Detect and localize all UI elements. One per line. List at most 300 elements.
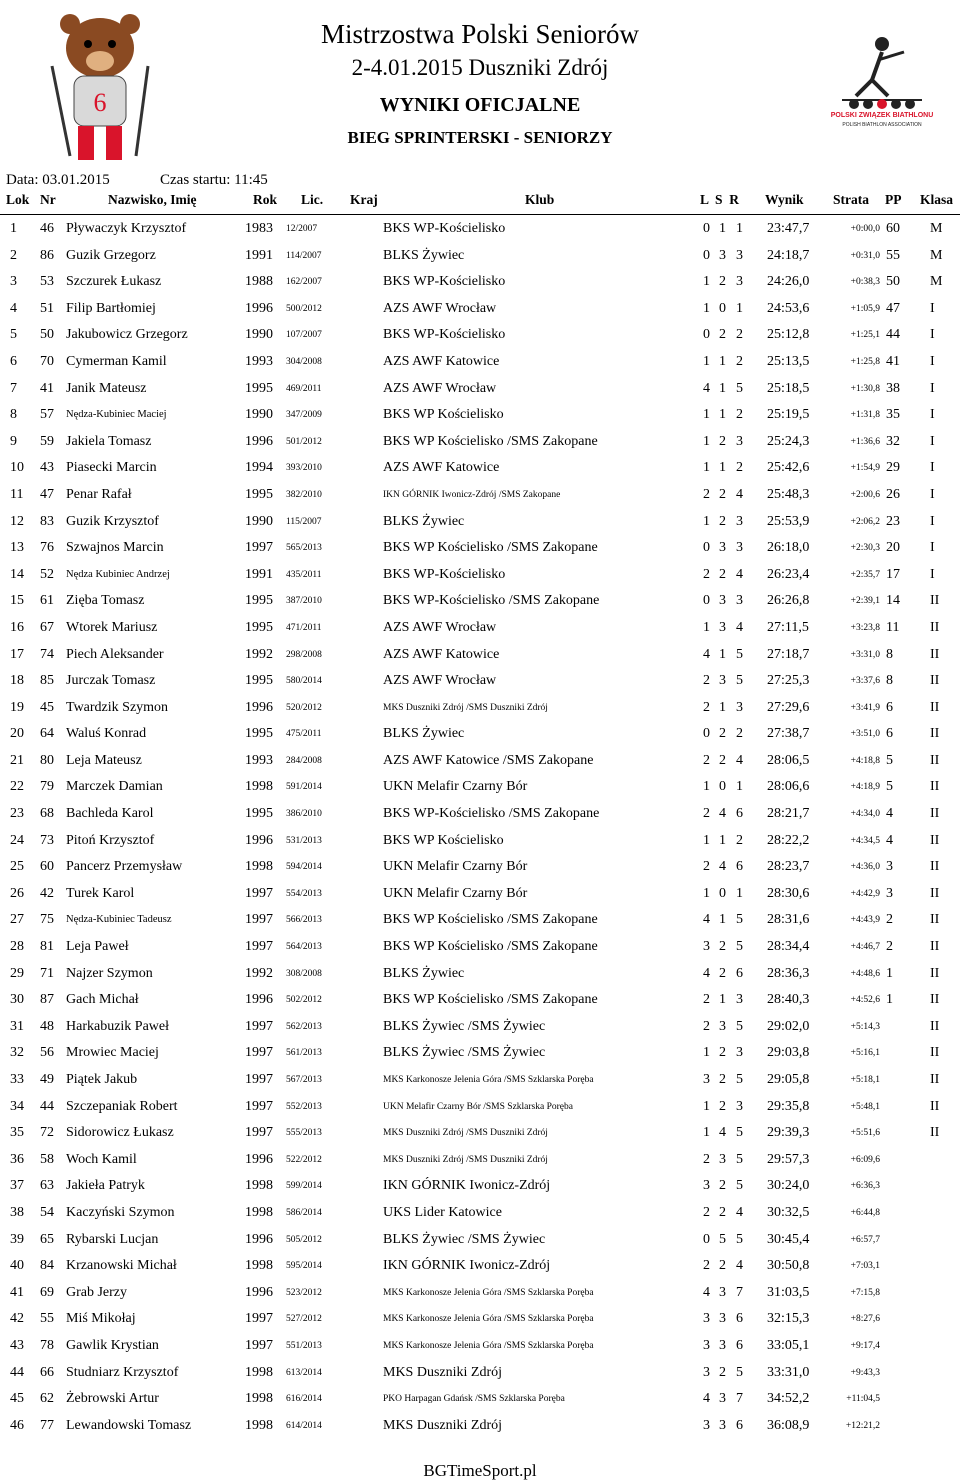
- table-row: [0, 349, 960, 376]
- license: 347/2009: [286, 410, 322, 421]
- class: II: [930, 1018, 940, 1034]
- footer-credit: BGTimeSport.pl: [423, 1461, 537, 1480]
- bib: 47: [40, 486, 54, 502]
- result-time: 24:26,0: [767, 274, 810, 290]
- class: II: [930, 1098, 940, 1114]
- result-time: 25:48,3: [767, 486, 810, 502]
- table-row: [0, 1360, 960, 1387]
- table-row: [0, 1386, 960, 1413]
- shoot-s: 0: [719, 300, 726, 316]
- bib: 78: [40, 1337, 54, 1353]
- shoot-s: 3: [719, 1417, 726, 1433]
- result-time: 29:03,8: [767, 1045, 810, 1061]
- result-time: 29:39,3: [767, 1125, 810, 1141]
- license: 520/2012: [286, 702, 322, 713]
- bib: 48: [40, 1018, 54, 1034]
- birth-year: 1998: [245, 1178, 273, 1194]
- time-behind: +5:14,3: [850, 1021, 880, 1032]
- bib: 86: [40, 247, 54, 263]
- time-behind: +2:39,1: [850, 596, 880, 607]
- club: BKS WP Kościelisko /SMS Zakopane: [383, 939, 598, 955]
- club: IKN GÓRNIK Iwonicz-Zdrój: [383, 1258, 551, 1274]
- club: MKS Duszniki Zdrój /SMS Duszniki Zdrój: [383, 1128, 548, 1139]
- result-time: 23:47,7: [767, 221, 810, 236]
- shoot-r: 1: [736, 779, 743, 795]
- license: 614/2014: [286, 1420, 322, 1431]
- bib: 65: [40, 1231, 54, 1247]
- bib: 60: [40, 859, 54, 875]
- svg-text:6: 6: [93, 88, 107, 117]
- result-time: 30:32,5: [767, 1204, 810, 1220]
- time-behind: +9:43,3: [850, 1367, 880, 1378]
- license: 595/2014: [286, 1261, 322, 1272]
- table-row: [0, 774, 960, 801]
- bib: 44: [40, 1098, 54, 1114]
- table-row: [0, 402, 960, 429]
- bib: 49: [40, 1072, 54, 1087]
- club: BKS WP Kościelisko /SMS Zakopane: [383, 540, 598, 556]
- points: 6: [886, 699, 893, 715]
- time-behind: +11:04,5: [846, 1394, 880, 1405]
- birth-year: 1995: [245, 380, 273, 396]
- birth-year: 1994: [245, 460, 273, 476]
- club: AZS AWF Wrocław: [383, 619, 497, 635]
- club: BKS WP Kościelisko /SMS Zakopane: [383, 912, 598, 928]
- result-time: 26:18,0: [767, 540, 810, 556]
- license: 561/2013: [286, 1048, 322, 1059]
- license: 387/2010: [286, 596, 322, 607]
- shoot-r: 4: [736, 1204, 743, 1220]
- shoot-r: 1: [736, 885, 743, 901]
- table-row: [0, 987, 960, 1014]
- class: II: [930, 965, 940, 981]
- athlete-name: Leja Mateusz: [66, 752, 142, 768]
- class: II: [930, 1072, 940, 1087]
- license: 616/2014: [286, 1394, 322, 1405]
- shoot-r: 4: [736, 566, 743, 582]
- birth-year: 1991: [245, 247, 273, 263]
- class: I: [930, 566, 935, 582]
- club: BKS WP-Kościelisko /SMS Zakopane: [383, 593, 600, 609]
- points: 2: [886, 939, 893, 955]
- license: 298/2008: [286, 649, 322, 660]
- time-behind: +3:23,8: [850, 622, 880, 633]
- place: 33: [10, 1072, 24, 1087]
- points: 44: [886, 327, 900, 343]
- license: 613/2014: [286, 1367, 322, 1378]
- birth-year: 1997: [245, 1018, 273, 1034]
- result-time: 25:13,5: [767, 353, 810, 369]
- athlete-name: Penar Rafał: [66, 486, 132, 502]
- club: MKS Duszniki Zdrój /SMS Duszniki Zdrój: [383, 702, 548, 713]
- time-behind: +8:27,6: [850, 1314, 880, 1325]
- license: 304/2008: [286, 356, 322, 367]
- place: 26: [10, 885, 24, 901]
- birth-year: 1995: [245, 673, 273, 689]
- points: 1: [886, 992, 893, 1008]
- page-header: [0, 0, 960, 200]
- bib: 74: [40, 646, 54, 662]
- shoot-l: 1: [703, 353, 710, 369]
- result-time: 30:24,0: [767, 1178, 810, 1194]
- result-time: 33:05,1: [767, 1337, 810, 1353]
- place: 6: [10, 353, 17, 369]
- shoot-r: 6: [736, 1311, 743, 1327]
- shoot-s: 2: [719, 566, 726, 582]
- bib: 83: [40, 513, 54, 529]
- shoot-r: 1: [736, 300, 743, 316]
- shoot-r: 5: [736, 1151, 743, 1167]
- club: MKS Karkonosze Jelenia Góra /SMS Szklarska Poręba: [383, 1314, 594, 1325]
- shoot-s: 5: [719, 1231, 726, 1247]
- shoot-s: 2: [719, 513, 726, 529]
- license: 591/2014: [286, 782, 322, 793]
- time-behind: +5:18,1: [850, 1075, 880, 1085]
- club: IKN GÓRNIK Iwonicz-Zdrój /SMS Zakopane: [383, 489, 561, 500]
- shoot-l: 3: [703, 1364, 710, 1380]
- time-behind: +4:48,6: [850, 968, 880, 979]
- shoot-s: 3: [719, 1391, 726, 1407]
- table-row: [0, 1014, 960, 1041]
- class: I: [930, 407, 935, 423]
- points: 2: [886, 912, 893, 928]
- birth-year: 1992: [245, 965, 273, 981]
- col-klub: Klub: [525, 192, 555, 207]
- shoot-l: 4: [703, 965, 710, 981]
- club: BKS WP-Kościelisko: [383, 221, 506, 236]
- bib: 55: [40, 1311, 54, 1327]
- class: I: [930, 327, 935, 343]
- shoot-r: 2: [736, 460, 743, 476]
- shoot-l: 2: [703, 486, 710, 502]
- class: II: [930, 992, 940, 1008]
- place: 41: [10, 1284, 24, 1300]
- bib: 57: [40, 407, 54, 423]
- time-behind: +1:25,1: [850, 330, 880, 341]
- shoot-r: 3: [736, 992, 743, 1008]
- place: 43: [10, 1337, 24, 1353]
- points: 4: [886, 832, 893, 848]
- table-row: [0, 695, 960, 722]
- time-behind: +0:31,0: [850, 250, 880, 261]
- place: 31: [10, 1018, 24, 1034]
- athlete-name: Gach Michał: [66, 992, 139, 1008]
- shoot-r: 2: [736, 407, 743, 423]
- shoot-r: 3: [736, 540, 743, 556]
- table-row: [0, 1094, 960, 1121]
- result-time: 36:08,9: [767, 1417, 810, 1433]
- athlete-name: Turek Karol: [66, 885, 135, 901]
- time-behind: +3:37,6: [850, 676, 880, 687]
- shoot-l: 1: [703, 513, 710, 529]
- time-behind: +2:35,7: [850, 569, 880, 580]
- license: 475/2011: [286, 729, 322, 740]
- table-row: [0, 1253, 960, 1280]
- time-behind: +4:52,6: [850, 995, 880, 1006]
- table-row: [0, 216, 960, 243]
- table-row: [0, 588, 960, 615]
- athlete-name: Nędza-Kubiniec Maciej: [66, 409, 167, 421]
- athlete-name: Jakiela Tomasz: [66, 433, 152, 449]
- table-row: [0, 1227, 960, 1254]
- shoot-r: 7: [736, 1284, 743, 1300]
- shoot-r: 5: [736, 1364, 743, 1380]
- shoot-s: 1: [719, 460, 726, 476]
- club: MKS Duszniki Zdrój: [383, 1417, 502, 1433]
- place: 20: [10, 726, 24, 742]
- time-behind: +12:21,2: [845, 1420, 880, 1431]
- license: 502/2012: [286, 995, 322, 1006]
- athlete-name: Pływaczyk Krzysztof: [66, 221, 187, 236]
- result-time: 29:35,8: [767, 1098, 810, 1114]
- club: MKS Karkonosze Jelenia Góra /SMS Szklarska Poręba: [383, 1075, 594, 1085]
- result-time: 28:36,3: [767, 965, 810, 981]
- bib: 81: [40, 939, 54, 955]
- birth-year: 1998: [245, 779, 273, 795]
- points: 35: [886, 407, 900, 423]
- club: MKS Karkonosze Jelenia Góra /SMS Szklarska Poręba: [383, 1287, 594, 1298]
- points: 17: [886, 566, 900, 582]
- class: M: [930, 247, 943, 263]
- time-behind: +3:41,9: [850, 702, 880, 713]
- shoot-s: 3: [719, 673, 726, 689]
- shoot-r: 5: [736, 673, 743, 689]
- birth-year: 1996: [245, 1151, 273, 1167]
- club: PKO Harpagan Gdańsk /SMS Szklarska Poręba: [383, 1394, 565, 1405]
- result-time: 29:02,0: [767, 1018, 810, 1034]
- bib: 79: [40, 779, 54, 795]
- place: 23: [10, 806, 24, 822]
- class: I: [930, 353, 935, 369]
- license: 586/2014: [286, 1207, 322, 1218]
- class: I: [930, 540, 935, 556]
- column-headers: [0, 192, 960, 215]
- time-behind: +6:36,3: [850, 1181, 880, 1192]
- club: UKN Melafir Czarny Bór: [383, 779, 528, 795]
- bib: 71: [40, 965, 54, 981]
- club: UKN Melafir Czarny Bór /SMS Szklarska Poręba: [383, 1101, 573, 1112]
- shoot-r: 2: [736, 832, 743, 848]
- place: 12: [10, 513, 24, 529]
- result-time: 28:30,6: [767, 885, 810, 901]
- table-row: [0, 1306, 960, 1333]
- license: 115/2007: [286, 516, 322, 527]
- birth-year: 1996: [245, 300, 273, 316]
- shoot-r: 3: [736, 1098, 743, 1114]
- table-row: [0, 535, 960, 562]
- shoot-l: 2: [703, 992, 710, 1008]
- shoot-l: 4: [703, 1391, 710, 1407]
- col-pp: PP: [885, 192, 902, 207]
- class: II: [930, 752, 940, 768]
- license: 386/2010: [286, 809, 322, 820]
- table-row: [0, 721, 960, 748]
- place: 38: [10, 1204, 24, 1220]
- result-time: 26:26,8: [767, 593, 810, 609]
- shoot-l: 1: [703, 274, 710, 290]
- table-row: [0, 828, 960, 855]
- license: 599/2014: [286, 1181, 322, 1192]
- points: 6: [886, 726, 893, 742]
- time-behind: +2:00,6: [850, 489, 880, 500]
- license: 567/2013: [286, 1075, 322, 1085]
- club: BKS WP-Kościelisko: [383, 327, 506, 343]
- table-row: [0, 1067, 960, 1094]
- col-lsr: L S R: [700, 192, 740, 207]
- time-behind: +1:05,9: [850, 303, 880, 314]
- col-name: Nazwisko, Imię: [108, 192, 197, 207]
- place: 44: [10, 1364, 24, 1380]
- birth-year: 1988: [245, 274, 273, 290]
- shoot-r: 5: [736, 380, 743, 396]
- result-time: 25:53,9: [767, 513, 810, 529]
- athlete-name: Piech Aleksander: [66, 646, 164, 662]
- points: 60: [886, 221, 900, 236]
- license: 501/2012: [286, 436, 322, 447]
- bib: 59: [40, 433, 54, 449]
- table-row: [0, 243, 960, 270]
- place: 27: [10, 912, 24, 928]
- place: 28: [10, 939, 24, 955]
- shoot-r: 3: [736, 247, 743, 263]
- shoot-r: 5: [736, 1178, 743, 1194]
- place: 45: [10, 1391, 24, 1407]
- athlete-name: Leja Paweł: [66, 939, 129, 955]
- bib: 69: [40, 1284, 54, 1300]
- license: 562/2013: [286, 1021, 322, 1032]
- birth-year: 1995: [245, 593, 273, 609]
- shoot-r: 3: [736, 699, 743, 715]
- class: II: [930, 1045, 940, 1061]
- time-behind: +3:51,0: [850, 729, 880, 740]
- shoot-s: 1: [719, 699, 726, 715]
- club: BLKS Żywiec: [383, 513, 465, 529]
- shoot-s: 3: [719, 1018, 726, 1034]
- class: I: [930, 300, 935, 316]
- bib: 46: [40, 221, 54, 236]
- col-klasa: Klasa: [920, 192, 954, 207]
- shoot-r: 5: [736, 1231, 743, 1247]
- shoot-l: 3: [703, 1311, 710, 1327]
- birth-year: 1998: [245, 1204, 273, 1220]
- col-rok: Rok: [253, 192, 278, 207]
- license: 580/2014: [286, 676, 322, 687]
- shoot-l: 1: [703, 885, 710, 901]
- result-time: 31:03,5: [767, 1284, 810, 1300]
- time-behind: +4:34,0: [850, 809, 880, 820]
- athlete-name: Mrowiec Maciej: [66, 1045, 159, 1061]
- birth-year: 1997: [245, 1125, 273, 1141]
- athlete-name: Waluś Konrad: [66, 726, 147, 742]
- table-row: [0, 881, 960, 908]
- license: 382/2010: [286, 489, 322, 500]
- table-row: [0, 1280, 960, 1307]
- shoot-s: 0: [719, 885, 726, 901]
- result-time: 28:06,5: [767, 752, 810, 768]
- club: BKS WP Kościelisko /SMS Zakopane: [383, 433, 598, 449]
- time-behind: +4:36,0: [850, 862, 880, 873]
- place: 18: [10, 673, 24, 689]
- time-behind: +1:25,8: [850, 356, 880, 367]
- result-time: 25:18,5: [767, 380, 810, 396]
- birth-year: 1997: [245, 1098, 273, 1114]
- shoot-r: 6: [736, 859, 743, 875]
- table-row: [0, 1147, 960, 1174]
- shoot-s: 2: [719, 1098, 726, 1114]
- place: 46: [10, 1417, 24, 1433]
- shoot-s: 4: [719, 859, 726, 875]
- license: 594/2014: [286, 862, 322, 873]
- birth-year: 1996: [245, 699, 273, 715]
- shoot-r: 2: [736, 726, 743, 742]
- points: 50: [886, 274, 900, 290]
- athlete-name: Guzik Grzegorz: [66, 247, 156, 263]
- birth-year: 1990: [245, 513, 273, 529]
- time-behind: +5:48,1: [850, 1101, 880, 1112]
- athlete-name: Cymerman Kamil: [66, 353, 167, 369]
- shoot-s: 2: [719, 726, 726, 742]
- birth-year: 1997: [245, 912, 273, 928]
- shoot-r: 3: [736, 513, 743, 529]
- bib: 42: [40, 885, 54, 901]
- license: 564/2013: [286, 942, 322, 953]
- points: 47: [886, 300, 900, 316]
- shoot-l: 0: [703, 327, 710, 343]
- time-behind: +4:34,5: [850, 835, 880, 846]
- shoot-r: 5: [736, 1072, 743, 1087]
- shoot-s: 2: [719, 327, 726, 343]
- shoot-r: 6: [736, 965, 743, 981]
- shoot-l: 2: [703, 1258, 710, 1274]
- points: 38: [886, 380, 900, 396]
- shoot-l: 3: [703, 939, 710, 955]
- shoot-s: 1: [719, 992, 726, 1008]
- place: 29: [10, 965, 24, 981]
- shoot-s: 2: [719, 965, 726, 981]
- bib: 52: [40, 566, 54, 582]
- bib: 53: [40, 274, 54, 290]
- shoot-l: 0: [703, 726, 710, 742]
- shoot-s: 4: [719, 806, 726, 822]
- bib: 50: [40, 327, 54, 343]
- shoot-l: 3: [703, 1337, 710, 1353]
- points: 3: [886, 885, 893, 901]
- athlete-name: Krzanowski Michał: [66, 1258, 177, 1274]
- club: BKS WP Kościelisko /SMS Zakopane: [383, 992, 598, 1008]
- athlete-name: Szczurek Łukasz: [66, 274, 162, 290]
- birth-year: 1990: [245, 327, 273, 343]
- table-row: [0, 1120, 960, 1147]
- place: 7: [10, 380, 17, 396]
- birth-year: 1998: [245, 1417, 273, 1433]
- shoot-s: 2: [719, 1072, 726, 1087]
- result-time: 27:18,7: [767, 646, 810, 662]
- license: 527/2012: [286, 1314, 322, 1325]
- shoot-l: 1: [703, 460, 710, 476]
- place: 3: [10, 274, 17, 290]
- shoot-s: 2: [719, 1045, 726, 1061]
- result-time: 30:50,8: [767, 1258, 810, 1274]
- shoot-l: 1: [703, 1098, 710, 1114]
- bib: 85: [40, 673, 54, 689]
- shoot-r: 5: [736, 1018, 743, 1034]
- club: MKS Karkonosze Jelenia Góra /SMS Szklarska Poręba: [383, 1340, 594, 1351]
- bib: 63: [40, 1178, 54, 1194]
- points: 32: [886, 433, 900, 449]
- athlete-name: Lewandowski Tomasz: [66, 1417, 192, 1433]
- bib: 62: [40, 1391, 54, 1407]
- time-behind: +5:51,6: [850, 1128, 880, 1139]
